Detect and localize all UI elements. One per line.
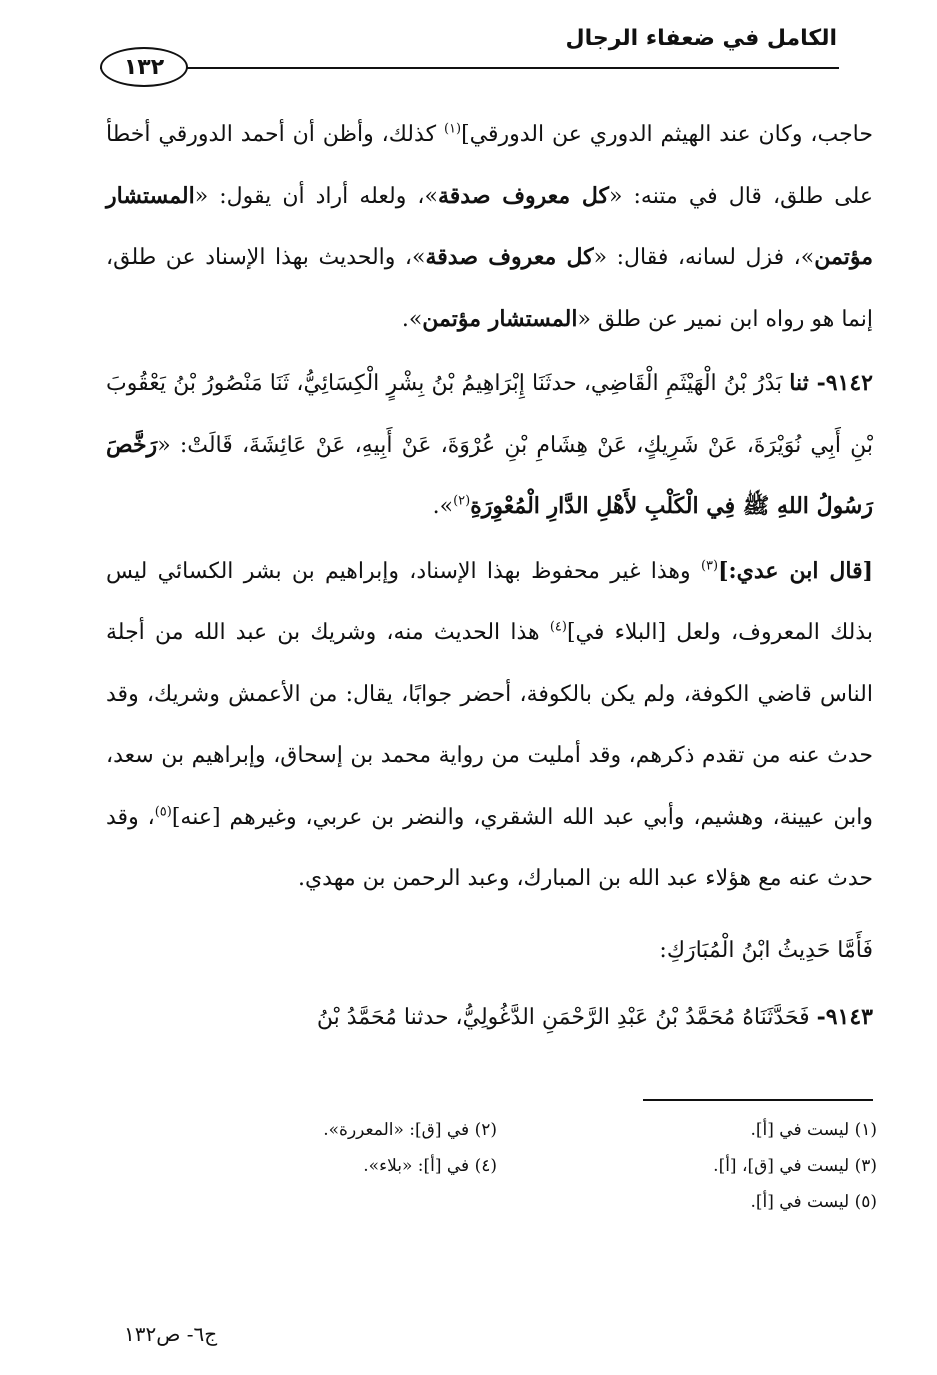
header-rule <box>100 67 839 69</box>
text-run: »، والحديث بهذا الإسناد عن طلق، إنما هو رواه ابن نمير عن طلق « <box>106 245 873 332</box>
text-run: هذا الحديث منه، وشريك بن عبد الله من أجلة الناس قاضي الكوفة، ولم يكن بالكوفة، أحضر جوابًا، يقال: من الأعمش وشريك، وقد حدث عنه من تقدم ذكرهم، وقد أمليت من رواية محمد بن إسحاق، وإبراهيم بن سعد، وابن عيينة، وهشيم، وأبي عبد الله الشقري، والنضر بن عربي، وغيرهم [عنه] <box>106 620 873 830</box>
page-number: ١٣٢ <box>123 54 165 80</box>
hadith-quote: المستشار مؤتمن <box>422 305 578 332</box>
hadith-matn: رَخَّصَ رَسُولُ اللهِ ﷺ فِي الْكَلْبِ لأَهْلِ الدَّارِ الْمُعْوِرَةِ <box>106 431 873 519</box>
section-heading <box>106 920 873 982</box>
hadith-quote: المستشار مؤتمن <box>106 182 873 270</box>
text-run: كذلك، وأظن أن أحمد الدورقي أخطأ على طلق، قال في متنه: « <box>106 122 873 209</box>
footnote-marker: (٤) <box>549 619 567 635</box>
paragraph-commentary <box>106 104 873 350</box>
text-run: ، وقد حدث عنه مع هؤلاء عبد الله بن المبارك، وعبد الرحمن بن مهدي. <box>106 804 873 891</box>
footnote-5: (٥) ليست في [أ]. <box>750 1192 877 1212</box>
footnote-3: (٣) ليست في [ق]، [أ]. <box>713 1156 877 1176</box>
hadith-number: ٩١٤٢- ثنا <box>789 370 873 396</box>
hadith-quote: كل معروف صدقة <box>437 182 610 209</box>
running-title: الكامل في ضعفاء الرجال <box>565 26 837 51</box>
footnote-rule <box>643 1099 873 1101</box>
footnote-marker: (١) <box>443 121 462 137</box>
text-run: وهذا غير محفوظ بهذا الإسناد، وإبراهيم بن بشر الكسائي ليس بذلك المعروف، ولعل [البلاء في] <box>106 558 873 645</box>
text-run: ». <box>432 494 454 519</box>
hadith-number: ٩١٤٣- <box>816 1004 873 1030</box>
text-run: ». <box>401 306 423 332</box>
text-run: حاجب، وكان عند الهيثم الدوري عن الدورقي] <box>461 122 873 147</box>
text-run: »، فزل لسانه، فقال: « <box>593 245 815 270</box>
footnote-marker: (٣) <box>700 558 719 574</box>
footnote-2: (٢) في [ق]: «المعررة». <box>323 1120 497 1140</box>
text-run: »، ولعله أراد أن يقول: « <box>194 183 438 209</box>
hadith-entry-9142 <box>106 353 873 538</box>
paragraph-ibn-adi <box>106 541 873 910</box>
footnote-4: (٤) في [أ]: «بلاء». <box>363 1156 497 1176</box>
footnote-marker: (٢) <box>453 493 471 509</box>
heading-text: فَأَمَّا حَدِيثُ ابْنُ الْمُبَارَكِ: <box>659 937 873 963</box>
volume-page-reference: ج٦- ص١٣٢ <box>124 1322 218 1346</box>
footnote-marker: (٥) <box>154 804 172 820</box>
isnad-text: بَدْرُ بْنُ الْهَيْثَمِ الْقَاضِي، حدثَنَا إِبْرَاهِيمُ بْنُ بِشْرٍ الْكِسَائِيُّ، ثَنَا مَنْصُورُ بْنُ يَعْقُوبَ بْنِ أَبِي نُوَيْرَةَ، عَنْ شَرِيكٍ، عَنْ هِشَامِ بْنِ عُرْوَةَ، عَنْ أَبِيهِ، عَنْ عَائِشَةَ، قَالَتْ: « <box>106 371 873 458</box>
page-number-badge <box>100 47 188 87</box>
speaker-label: [قال ابن عدي:] <box>718 557 874 584</box>
hadith-quote: كل معروف صدقة <box>425 244 594 270</box>
footnote-1: (١) ليست في [أ]. <box>750 1120 877 1140</box>
isnad-text: فَحَدَّثَنَاهُ مُحَمَّدُ بْنُ عَبْدِ الرَّحْمَنِ الدَّغُولِيُّ، حدثنا مُحَمَّدُ بْنُ <box>316 1005 817 1030</box>
main-text <box>106 104 873 1049</box>
hadith-entry-9143 <box>106 987 873 1049</box>
